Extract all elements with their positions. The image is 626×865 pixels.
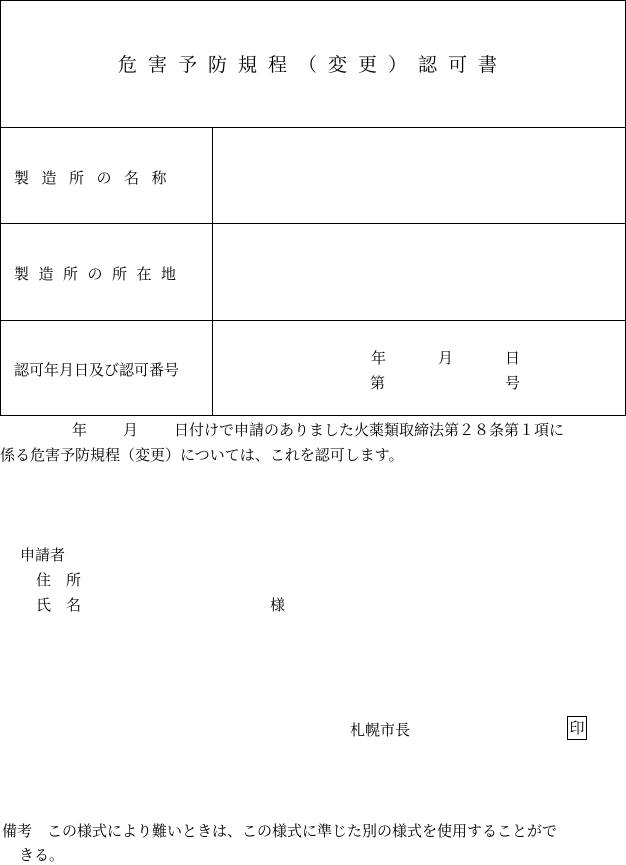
seal-mark: 印 [567, 716, 587, 740]
factory-address-value[interactable] [213, 224, 625, 320]
number-prefix-label: 第 [370, 374, 386, 392]
row-label-factory-name: 製造所の名称 [14, 169, 180, 187]
number-suffix-label: 号 [505, 374, 521, 392]
remarks-line1: 備考 この様式により難いときは、この様式に準じた別の様式を使用することがで [2, 822, 558, 840]
row-label-approval-date-number: 認可年月日及び認可番号 [14, 361, 180, 379]
date-day-label: 日 [505, 349, 521, 367]
date-month-label: 月 [438, 349, 454, 367]
applicant-honorific: 様 [270, 596, 286, 614]
factory-name-value[interactable] [213, 128, 625, 223]
body-year-label: 年 [72, 421, 88, 439]
row-label-factory-address: 製造所の所在地 [14, 265, 186, 283]
table-divider-row2 [0, 320, 626, 321]
applicant-heading: 申請者 [20, 546, 66, 564]
body-text-line2: 係る危害予防規程（変更）については、これを認可します。 [0, 446, 404, 464]
table-border-top [0, 0, 626, 1]
body-text-line1: 日付けで申請のありました火薬類取締法第２８条第１項に [174, 421, 565, 439]
form-table [0, 0, 626, 416]
issuer-title: 札幌市長 [350, 721, 411, 739]
table-border-bottom [0, 415, 626, 416]
date-year-label: 年 [371, 349, 387, 367]
applicant-name-label: 氏 名 [36, 596, 82, 614]
applicant-address-label: 住 所 [36, 571, 82, 589]
document-title: 危害予防規程（変更）認可書 [117, 54, 508, 76]
remarks-line2: きる。 [19, 846, 65, 864]
body-month-label: 月 [123, 421, 139, 439]
